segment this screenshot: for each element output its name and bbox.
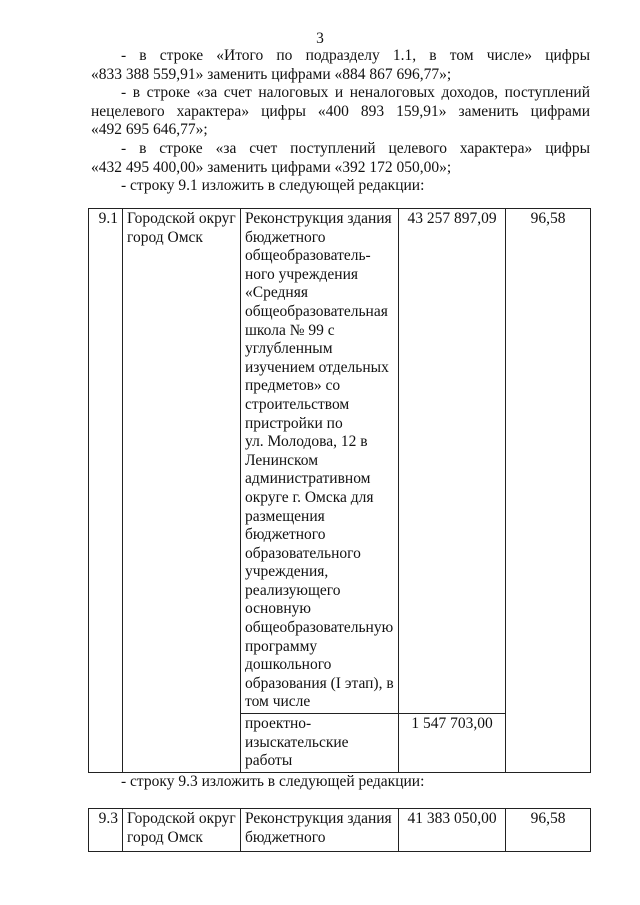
description-line: школа № 99 с: [245, 321, 335, 339]
description-line: пристройки по: [245, 414, 343, 432]
amount: 43 257 897,09: [399, 209, 506, 714]
text-line: - в строке «за счет поступлений целевого характера» цифры: [121, 139, 590, 157]
description-line: общеобразовательную: [245, 619, 394, 637]
description-line: общеобразователь-: [245, 247, 371, 265]
description-line: реализующего: [245, 581, 341, 599]
text-line: нецелевого характера» цифры «400 893 159,91» заменить цифрами: [91, 102, 590, 120]
percent: 96,58: [506, 209, 591, 773]
description-line: программу: [245, 637, 318, 655]
description-line: бюджетного: [245, 828, 326, 846]
object-description: [241, 209, 399, 714]
text-line: «492 695 646,77»;: [91, 121, 208, 139]
amount: 41 383 050,00: [399, 809, 506, 852]
description-line: строительством: [245, 395, 350, 413]
description-line: образовательного: [245, 544, 361, 562]
object-description: [241, 809, 399, 852]
percent: 96,58: [506, 809, 591, 852]
text-line: «432 495 400,00» заменить цифрами «392 172 050,00»;: [91, 158, 452, 176]
description-line: дошкольного: [245, 656, 332, 674]
description-line: административном: [245, 470, 371, 488]
description-line: бюджетного: [245, 526, 326, 544]
table-row-9-3: [88, 808, 591, 852]
description-line: образования (I этап), в: [245, 674, 394, 692]
page-number: 3: [316, 30, 324, 47]
description-line: изыскательские: [245, 733, 349, 751]
description-line: Реконструкция здания: [245, 810, 392, 827]
table-row-9-1: [88, 208, 591, 773]
row-number: 9.3: [89, 809, 123, 852]
text-line: - в строке «за счет налоговых и неналоговых доходов, поступлений: [121, 84, 590, 102]
description-line: проектно-: [245, 715, 312, 733]
description-line: углубленным: [245, 340, 333, 358]
description-line: предметов» со: [245, 377, 341, 395]
sub-description: [241, 714, 399, 773]
description-line: бюджетного: [245, 228, 326, 246]
text-line: - в строке «Итого по подразделу 1.1, в том числе» цифры: [121, 47, 590, 64]
text-line: - строку 9.1 изложить в следующей редакции:: [121, 177, 425, 195]
description-line: том числе: [245, 693, 311, 711]
description-line: работы: [245, 752, 293, 770]
outro-text: - строку 9.3 изложить в следующей редакции:: [121, 773, 425, 790]
description-line: ул. Молодова, 12 в: [245, 433, 368, 451]
description-line: общеобразовательная: [245, 302, 388, 320]
description-line: Ленинском: [245, 451, 319, 469]
description-line: изучением отдельных: [245, 358, 389, 376]
description-line: размещения: [245, 507, 325, 525]
municipality: Городской округ город Омск: [123, 209, 241, 773]
municipality: Городской округ город Омск: [123, 809, 241, 852]
text-line: «833 388 559,91» заменить цифрами «884 867 696,77»;: [91, 65, 452, 83]
description-line: ного учреждения: [245, 265, 359, 283]
sub-amount: 1 547 703,00: [399, 714, 506, 773]
description-line: учреждения,: [245, 563, 329, 581]
description-line: основную: [245, 600, 312, 618]
description-line: «Средняя: [245, 284, 308, 302]
description-line: Реконструкция здания: [245, 210, 392, 227]
description-line: округе г. Омска для: [245, 488, 374, 506]
amendment-text: [91, 47, 590, 196]
row-number: 9.1: [89, 209, 123, 773]
